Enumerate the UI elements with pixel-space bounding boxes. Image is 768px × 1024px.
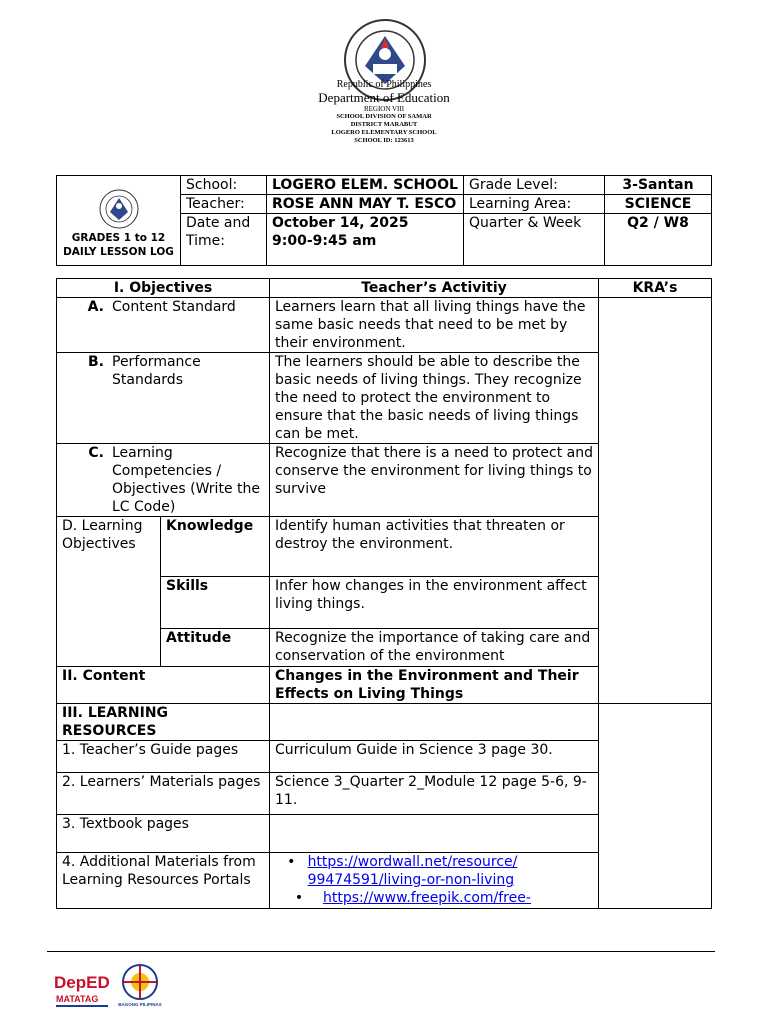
objectives-table: [56, 278, 712, 909]
division-text: SCHOOL DIVISION OF SAMAR: [336, 113, 432, 120]
wordwall-link[interactable]: https://wordwall.net/resource/ 99474591/living-or-non-living: [307, 854, 518, 888]
school-value: LOGERO ELEM. SCHOOL: [267, 176, 464, 195]
kra-cell-1: [599, 298, 712, 704]
date-value: October 14, 2025: [272, 215, 409, 231]
content-standard-text: Learners learn that all living things have the same basic needs that need to be met by their environment.: [270, 298, 599, 353]
freepik-link[interactable]: https://www.freepik.com/free-: [323, 890, 531, 906]
svg-text:MATATAG: MATATAG: [56, 994, 99, 1004]
quarter-label: Quarter & Week: [464, 214, 605, 266]
school-id-text: SCHOOL ID: 123613: [354, 137, 414, 144]
competencies-label: Learning Competencies / Objectives (Write the LC Code): [112, 445, 260, 515]
log-logo-cell: [57, 176, 181, 266]
knowledge-text: Identify human activities that threaten or destroy the environment.: [270, 517, 599, 577]
bullet: •: [294, 890, 304, 906]
quarter-value: Q2 / W8: [605, 214, 712, 266]
bagong-pilipinas-logo: [116, 962, 164, 1008]
skills-label: Skills: [161, 577, 270, 629]
teachers-guide-label: 1. Teacher’s Guide pages: [57, 741, 270, 773]
letter-b: B.: [88, 354, 104, 370]
additional-materials-links: [270, 853, 599, 909]
teacher-value: ROSE ANN MAY T. ESCO: [267, 195, 464, 214]
competencies-cell: [57, 444, 270, 517]
log-label-grades: GRADES 1 to 12: [71, 231, 166, 244]
teacher-label: Teacher:: [181, 195, 267, 214]
kra-header: KRA’s: [599, 279, 712, 298]
lesson-info-table: [56, 175, 712, 266]
footer-divider: [47, 951, 715, 952]
republic-text: Republic of Philippines: [336, 79, 432, 90]
svg-text:BAGONG PILIPINAS: BAGONG PILIPINAS: [118, 1002, 162, 1007]
letter-a: A.: [87, 299, 104, 315]
activity-header: Teacher’s Activitiy: [270, 279, 599, 298]
performance-standards-cell: [57, 353, 270, 444]
link-item: [275, 889, 593, 907]
bullet: •: [287, 854, 296, 870]
kra-cell-2: [599, 704, 712, 909]
log-label-dll: DAILY LESSON LOG: [63, 245, 174, 258]
link-item: [275, 853, 593, 889]
time-value: 9:00-9:45 am: [272, 233, 377, 249]
learners-materials-text: Science 3_Quarter 2_Module 12 page 5-6, 9-11.: [270, 773, 599, 815]
competencies-text: Recognize that there is a need to protect and conserve the environment for living things to survive: [270, 444, 599, 517]
school-text: LOGERO ELEMENTARY SCHOOL: [331, 129, 437, 136]
grade-value: 3-Santan: [605, 176, 712, 195]
resources-empty: [270, 704, 599, 741]
textbook-label: 3. Textbook pages: [57, 815, 270, 853]
date-label: Date and Time:: [181, 214, 267, 266]
performance-standards-text: The learners should be able to describe the basic needs of living things. They recognize the need to protect the environment to ensure that the basic needs of living things can be met.: [270, 353, 599, 444]
content-label: II. Content: [57, 667, 270, 704]
skills-text: Infer how changes in the environment affect living things.: [270, 577, 599, 629]
area-value: SCIENCE: [605, 195, 712, 214]
grade-label: Grade Level:: [464, 176, 605, 195]
content-standard-label: Content Standard: [112, 299, 236, 315]
objectives-header: I. Objectives: [57, 279, 270, 298]
content-standard-cell: [57, 298, 270, 353]
attitude-label: Attitude: [161, 629, 270, 667]
area-label: Learning Area:: [464, 195, 605, 214]
region-text: REGION VIII: [363, 105, 405, 113]
deped-seal-small-icon: [99, 189, 139, 229]
date-time-cell: [267, 214, 464, 266]
resources-label: III. LEARNING RESOURCES: [57, 704, 270, 741]
learning-objectives-label: D. Learning Objectives: [57, 517, 161, 667]
department-text: Department of Education: [318, 90, 450, 105]
additional-materials-label: 4. Additional Materials from Learning Resources Portals: [57, 853, 270, 909]
performance-standards-label: Performance Standards: [112, 354, 201, 388]
content-text: Changes in the Environment and Their Effects on Living Things: [270, 667, 599, 704]
teachers-guide-text: Curriculum Guide in Science 3 page 30.: [270, 741, 599, 773]
svg-text:DepED: DepED: [54, 973, 110, 992]
attitude-text: Recognize the importance of taking care and conservation of the environment: [270, 629, 599, 667]
school-label: School:: [181, 176, 267, 195]
deped-matatag-logo: [52, 966, 112, 1010]
textbook-text: [270, 815, 599, 853]
knowledge-label: Knowledge: [161, 517, 270, 577]
learners-materials-label: 2. Learners’ Materials pages: [57, 773, 270, 815]
letter-c: C.: [88, 445, 104, 461]
district-text: DISTRICT MARABUT: [350, 121, 418, 128]
